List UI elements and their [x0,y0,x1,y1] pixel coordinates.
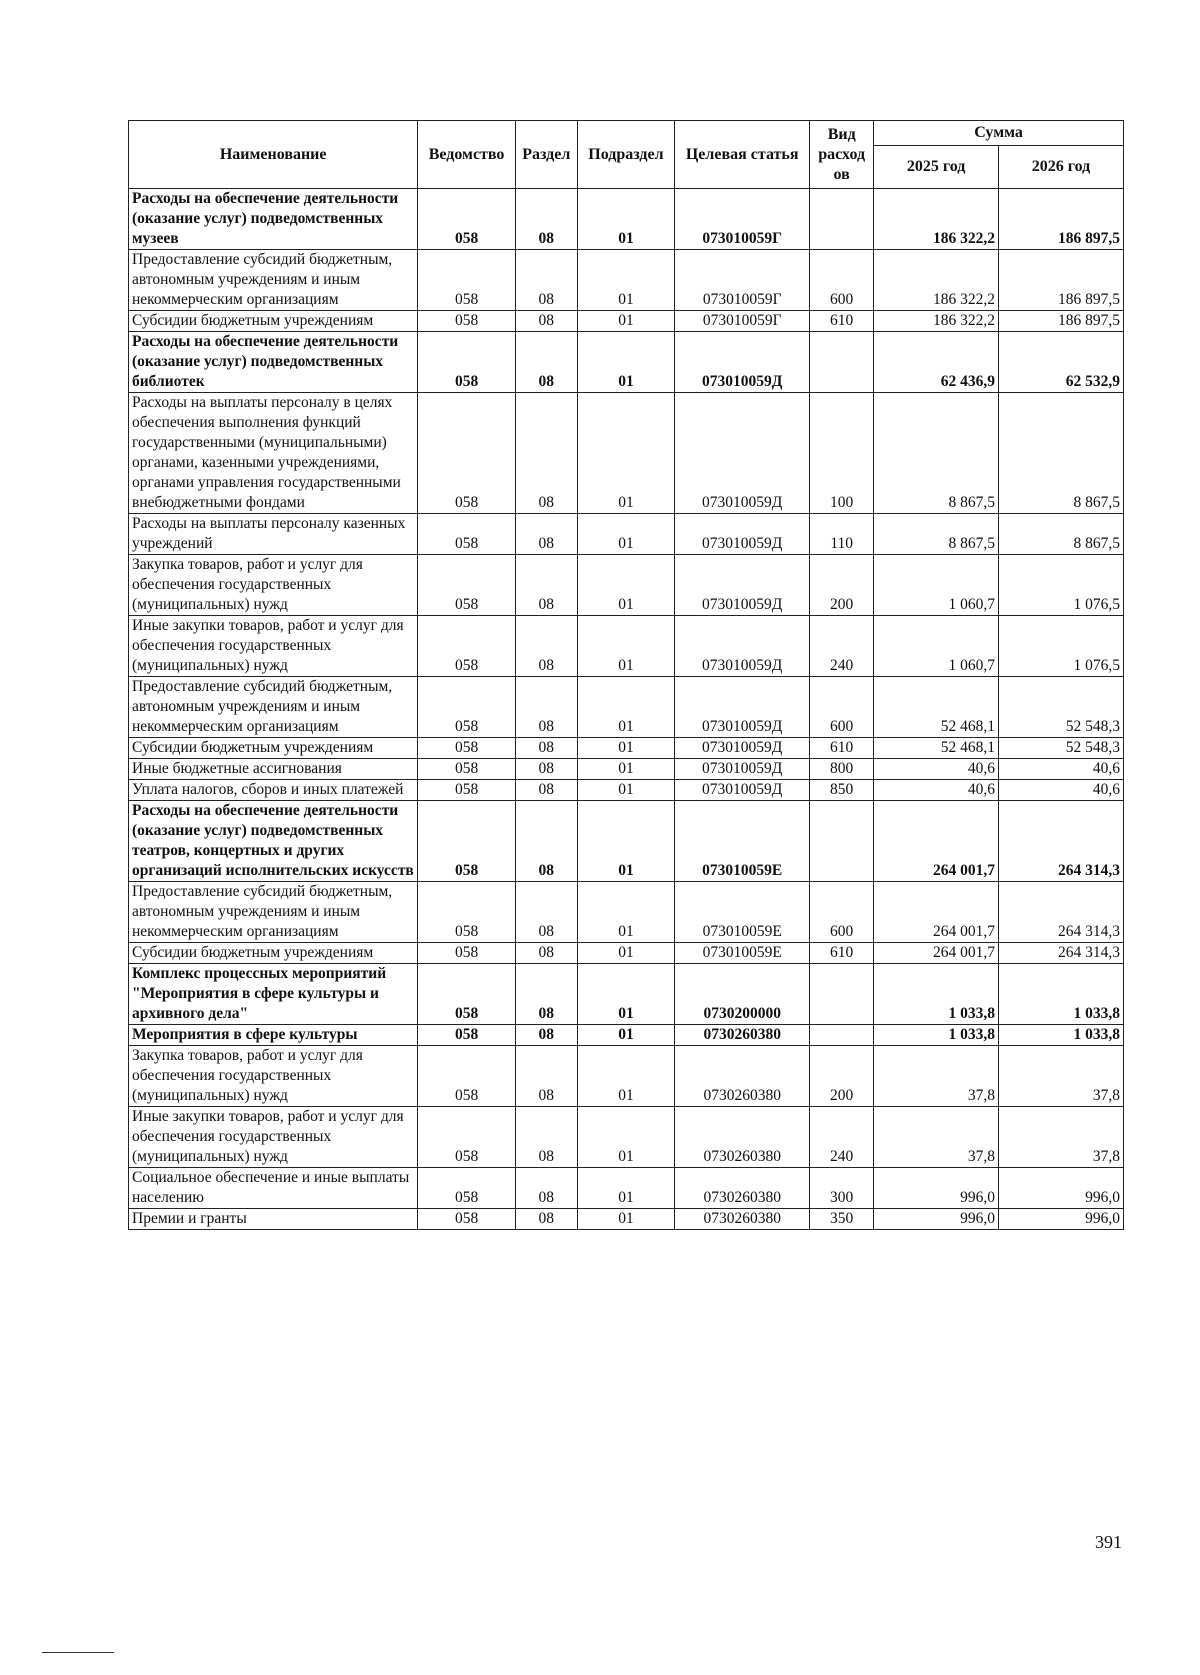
cell-section: 08 [515,1046,577,1107]
header-department: Ведомство [418,121,515,189]
cell-expense-type: 350 [810,1209,874,1230]
cell-expense-type: 600 [810,882,874,943]
cell-department: 058 [418,759,515,780]
cell-2026: 8 867,5 [999,393,1124,514]
table-row [129,964,1124,1025]
cell-2025: 996,0 [874,1168,999,1209]
cell-target: 073010059Д [675,616,810,677]
cell-department: 058 [418,393,515,514]
cell-2026: 264 314,3 [999,882,1124,943]
cell-subsection: 01 [577,189,674,250]
table-row [129,189,1124,250]
cell-expense-type: 600 [810,677,874,738]
cell-2026: 1 076,5 [999,555,1124,616]
cell-subsection: 01 [577,1025,674,1046]
cell-2025: 1 060,7 [874,616,999,677]
cell-2025: 8 867,5 [874,514,999,555]
cell-section: 08 [515,1025,577,1046]
cell-section: 08 [515,514,577,555]
cell-subsection: 01 [577,311,674,332]
cell-2025: 264 001,7 [874,882,999,943]
cell-subsection: 01 [577,738,674,759]
cell-department: 058 [418,1046,515,1107]
cell-2026: 186 897,5 [999,311,1124,332]
cell-name: Расходы на обеспечение деятельности (оказание услуг) подведомственных библиотек [129,332,418,393]
cell-expense-type: 610 [810,738,874,759]
cell-department: 058 [418,311,515,332]
table-header [129,121,1124,189]
cell-department: 058 [418,250,515,311]
cell-target: 0730260380 [675,1107,810,1168]
cell-section: 08 [515,616,577,677]
cell-department: 058 [418,1209,515,1230]
cell-2025: 52 468,1 [874,677,999,738]
cell-section: 08 [515,189,577,250]
cell-section: 08 [515,393,577,514]
cell-target: 073010059Д [675,677,810,738]
cell-name: Предоставление субсидий бюджетным, автономным учреждениям и иным некоммерческим организациям [129,677,418,738]
table-row [129,1209,1124,1230]
cell-2025: 996,0 [874,1209,999,1230]
cell-expense-type [810,332,874,393]
cell-name: Предоставление субсидий бюджетным, автономным учреждениям и иным некоммерческим организациям [129,882,418,943]
cell-name: Комплекс процессных мероприятий "Мероприятия в сфере культуры и архивного дела" [129,964,418,1025]
cell-name: Закупка товаров, работ и услуг для обеспечения государственных (муниципальных) нужд [129,1046,418,1107]
cell-department: 058 [418,943,515,964]
cell-expense-type: 850 [810,780,874,801]
table-body [129,189,1124,1230]
cell-department: 058 [418,964,515,1025]
cell-expense-type: 100 [810,393,874,514]
table-row [129,1025,1124,1046]
cell-expense-type: 610 [810,311,874,332]
cell-2026: 186 897,5 [999,250,1124,311]
cell-2025: 40,6 [874,780,999,801]
cell-2025: 1 033,8 [874,1025,999,1046]
cell-section: 08 [515,882,577,943]
header-year-2025: 2025 год [874,146,999,189]
cell-name: Субсидии бюджетным учреждениям [129,943,418,964]
cell-target: 073010059Д [675,393,810,514]
cell-name: Расходы на выплаты персоналу в целях обеспечения выполнения функций государственными (муниципальными) органами, казенными учреждениями, органами управления государственными внебюджетными фондами [129,393,418,514]
cell-2026: 264 314,3 [999,943,1124,964]
cell-target: 073010059Г [675,250,810,311]
cell-expense-type: 200 [810,1046,874,1107]
header-sum: Сумма [874,121,1124,146]
cell-2025: 186 322,2 [874,311,999,332]
cell-name: Закупка товаров, работ и услуг для обеспечения государственных (муниципальных) нужд [129,555,418,616]
header-name: Наименование [129,121,418,189]
cell-section: 08 [515,1209,577,1230]
cell-name: Иные закупки товаров, работ и услуг для обеспечения государственных (муниципальных) нужд [129,1107,418,1168]
table-row [129,780,1124,801]
cell-department: 058 [418,1168,515,1209]
cell-target: 073010059Е [675,882,810,943]
cell-subsection: 01 [577,555,674,616]
cell-name: Иные закупки товаров, работ и услуг для обеспечения государственных (муниципальных) нужд [129,616,418,677]
cell-2026: 1 033,8 [999,1025,1124,1046]
table-row [129,801,1124,882]
header-expense-type: Вид расход ов [810,121,874,189]
cell-section: 08 [515,780,577,801]
cell-expense-type: 240 [810,616,874,677]
margin-line [42,1652,114,1653]
cell-2026: 264 314,3 [999,801,1124,882]
header-subsection: Подраздел [577,121,674,189]
cell-2025: 264 001,7 [874,801,999,882]
table-row [129,738,1124,759]
cell-2025: 37,8 [874,1046,999,1107]
cell-section: 08 [515,311,577,332]
cell-department: 058 [418,514,515,555]
cell-target: 073010059Е [675,943,810,964]
header-target: Целевая статья [675,121,810,189]
header-year-2026: 2026 год [999,146,1124,189]
cell-section: 08 [515,943,577,964]
table-row [129,759,1124,780]
cell-2026: 1 076,5 [999,616,1124,677]
cell-name: Уплата налогов, сборов и иных платежей [129,780,418,801]
cell-subsection: 01 [577,1209,674,1230]
cell-2026: 186 897,5 [999,189,1124,250]
cell-section: 08 [515,964,577,1025]
page-number: 391 [1095,1532,1122,1552]
cell-name: Расходы на обеспечение деятельности (оказание услуг) подведомственных театров, концертных и других организаций исполнительских искусств [129,801,418,882]
cell-2026: 37,8 [999,1107,1124,1168]
cell-target: 073010059Е [675,801,810,882]
table-row [129,1168,1124,1209]
cell-subsection: 01 [577,1168,674,1209]
cell-name: Субсидии бюджетным учреждениям [129,738,418,759]
cell-section: 08 [515,332,577,393]
header-section: Раздел [515,121,577,189]
cell-2025: 8 867,5 [874,393,999,514]
cell-2026: 40,6 [999,780,1124,801]
cell-2025: 1 060,7 [874,555,999,616]
cell-expense-type: 600 [810,250,874,311]
cell-expense-type: 240 [810,1107,874,1168]
cell-name: Премии и гранты [129,1209,418,1230]
cell-subsection: 01 [577,1107,674,1168]
cell-name: Расходы на выплаты персоналу казенных учреждений [129,514,418,555]
table-row [129,677,1124,738]
cell-section: 08 [515,250,577,311]
cell-expense-type [810,189,874,250]
cell-expense-type: 800 [810,759,874,780]
cell-section: 08 [515,738,577,759]
cell-2025: 37,8 [874,1107,999,1168]
cell-target: 0730200000 [675,964,810,1025]
cell-target: 0730260380 [675,1168,810,1209]
table-row [129,555,1124,616]
cell-section: 08 [515,759,577,780]
cell-department: 058 [418,616,515,677]
cell-department: 058 [418,332,515,393]
cell-2026: 37,8 [999,1046,1124,1107]
cell-name: Мероприятия в сфере культуры [129,1025,418,1046]
cell-department: 058 [418,555,515,616]
cell-2025: 186 322,2 [874,250,999,311]
cell-subsection: 01 [577,780,674,801]
table-row [129,1046,1124,1107]
table-row [129,250,1124,311]
cell-section: 08 [515,1168,577,1209]
cell-section: 08 [515,1107,577,1168]
cell-expense-type: 610 [810,943,874,964]
cell-target: 073010059Г [675,189,810,250]
cell-subsection: 01 [577,882,674,943]
cell-name: Субсидии бюджетным учреждениям [129,311,418,332]
cell-2026: 62 532,9 [999,332,1124,393]
table-row [129,514,1124,555]
cell-name: Предоставление субсидий бюджетным, автономным учреждениям и иным некоммерческим организациям [129,250,418,311]
cell-target: 073010059Д [675,555,810,616]
cell-target: 073010059Д [675,738,810,759]
cell-expense-type: 110 [810,514,874,555]
table-row [129,393,1124,514]
table-row [129,332,1124,393]
cell-expense-type: 300 [810,1168,874,1209]
cell-section: 08 [515,801,577,882]
cell-target: 073010059Д [675,780,810,801]
cell-2025: 186 322,2 [874,189,999,250]
cell-2025: 62 436,9 [874,332,999,393]
cell-expense-type [810,801,874,882]
cell-2025: 264 001,7 [874,943,999,964]
cell-2026: 52 548,3 [999,677,1124,738]
cell-2026: 40,6 [999,759,1124,780]
cell-section: 08 [515,677,577,738]
cell-subsection: 01 [577,801,674,882]
cell-subsection: 01 [577,514,674,555]
cell-2025: 1 033,8 [874,964,999,1025]
cell-subsection: 01 [577,1046,674,1107]
cell-expense-type [810,1025,874,1046]
cell-department: 058 [418,677,515,738]
budget-table [128,120,1124,1230]
cell-2026: 996,0 [999,1168,1124,1209]
cell-section: 08 [515,555,577,616]
cell-department: 058 [418,1025,515,1046]
table-row [129,1107,1124,1168]
cell-2026: 52 548,3 [999,738,1124,759]
table-row [129,311,1124,332]
cell-target: 0730260380 [675,1209,810,1230]
cell-name: Социальное обеспечение и иные выплаты населению [129,1168,418,1209]
cell-department: 058 [418,801,515,882]
table-row [129,616,1124,677]
cell-2025: 52 468,1 [874,738,999,759]
cell-subsection: 01 [577,250,674,311]
cell-department: 058 [418,780,515,801]
cell-subsection: 01 [577,964,674,1025]
cell-subsection: 01 [577,759,674,780]
cell-name: Иные бюджетные ассигнования [129,759,418,780]
cell-2026: 996,0 [999,1209,1124,1230]
cell-subsection: 01 [577,393,674,514]
cell-department: 058 [418,882,515,943]
cell-department: 058 [418,1107,515,1168]
cell-2026: 1 033,8 [999,964,1124,1025]
cell-target: 073010059Д [675,759,810,780]
cell-expense-type: 200 [810,555,874,616]
cell-2025: 40,6 [874,759,999,780]
cell-target: 073010059Г [675,311,810,332]
cell-subsection: 01 [577,616,674,677]
cell-target: 0730260380 [675,1025,810,1046]
cell-target: 073010059Д [675,332,810,393]
cell-target: 073010059Д [675,514,810,555]
cell-subsection: 01 [577,332,674,393]
cell-subsection: 01 [577,943,674,964]
cell-subsection: 01 [577,677,674,738]
cell-expense-type [810,964,874,1025]
table-row [129,882,1124,943]
cell-target: 0730260380 [675,1046,810,1107]
cell-department: 058 [418,738,515,759]
cell-department: 058 [418,189,515,250]
cell-2026: 8 867,5 [999,514,1124,555]
cell-name: Расходы на обеспечение деятельности (оказание услуг) подведомственных музеев [129,189,418,250]
table-row [129,943,1124,964]
